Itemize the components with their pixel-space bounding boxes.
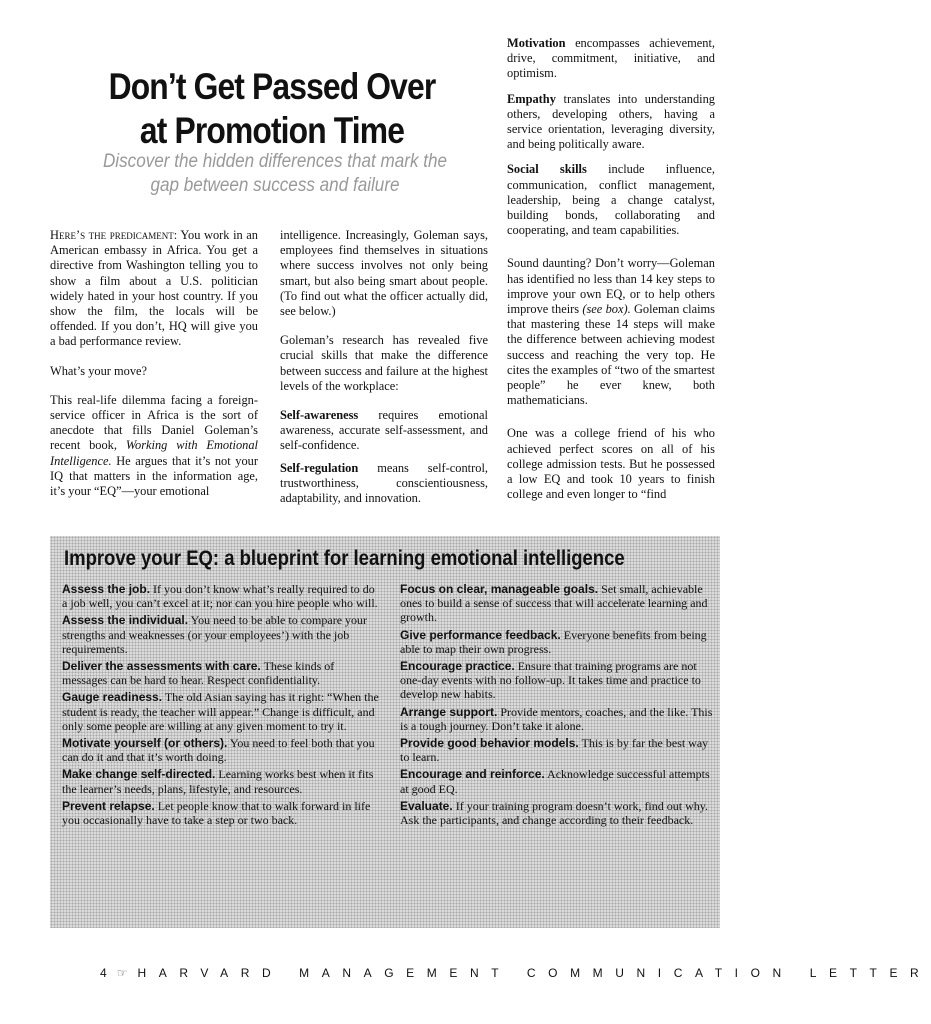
page-footer — [100, 966, 931, 980]
tip-item — [62, 736, 380, 764]
tip-heading: Gauge readiness. — [62, 690, 163, 705]
tip-body: Let people know that to walk forward in life you occasionally have to take a step or two back. — [62, 798, 371, 828]
tip-item — [400, 659, 718, 702]
box-reference: (see box). — [582, 302, 631, 317]
tip-item — [62, 767, 380, 795]
tip-body: You need to feel both that you can do it and that it’s worth doing. — [62, 736, 375, 765]
paragraph: Goleman’s research has revealed five crucial skills that make the difference between success and failure at the highest levels of the workplace: — [280, 333, 488, 393]
tip-heading: Prevent relapse. — [62, 798, 155, 813]
tip-item — [400, 767, 718, 795]
article-column-2 — [280, 228, 488, 513]
book-title: Working with Emotional Intelligence. — [50, 438, 258, 468]
tip-heading: Arrange support. — [400, 704, 498, 719]
tip-body: If your training program doesn’t work, find out why. Ask the participants, and change according to their feedback. — [400, 798, 708, 828]
skill-description: means self-control, trustworthiness, conscientiousness, adaptability, and innovation. — [280, 460, 488, 506]
tip-body: The old Asian saying has it right: “When the student is ready, the teacher will appear.” Change is difficult, and only some people are willing at any given moment to try it. — [62, 690, 379, 733]
tip-body: These kinds of messages can be hard to hear. Respect confidentiality. — [62, 659, 335, 688]
paragraph-text: He argues that it’s not your IQ that matters in the information age, it’s your “EQ”—your emotional — [50, 453, 258, 499]
paragraph: One was a college friend of his who achieved perfect scores on all of his college admission tests. But he possessed a low EQ and took 10 years to finish college and even longer to “find — [507, 426, 715, 502]
eq-blueprint-sidebar — [50, 536, 720, 928]
tip-item — [400, 705, 718, 733]
skill-description: translates into understanding others, developing others, having a service orientation, leveraging diversity, and being politically aware. — [507, 91, 715, 152]
tip-item — [62, 613, 380, 656]
tip-body: Provide mentors, coaches, and the like. This is a tough journey. Don’t take it alone. — [400, 704, 713, 733]
tip-body: Learning works best when it fits the learner’s needs, plans, lifestyle, and resources. — [62, 767, 374, 796]
skill-description: requires emotional awareness, accurate self-assessment, and self-confidence. — [280, 408, 488, 453]
tip-heading: Assess the job. — [62, 582, 151, 596]
sidebar-column-left — [62, 582, 380, 830]
tip-heading: Provide good behavior models. — [400, 736, 579, 751]
skill-name: Social skills — [507, 162, 587, 177]
paragraph — [50, 393, 258, 499]
tip-item — [62, 659, 380, 687]
sidebar-title: Improve your EQ: a blueprint for learning emotional intelligence — [64, 547, 625, 570]
lead-in: Here’s the predicament: — [50, 228, 178, 242]
skill-paragraph — [280, 408, 488, 454]
tip-heading: Encourage and reinforce. — [400, 767, 545, 782]
tip-item — [400, 799, 718, 827]
tip-body: Everyone benefits from being able to map their own progress. — [400, 627, 707, 656]
paragraph-text: This real-life dilemma facing a foreign-service officer in Africa is the sort of anecdote that fills Daniel Goleman’s recent book, — [50, 392, 258, 453]
page-number: 4 — [100, 966, 107, 980]
skill-description: include influence, communication, conflict management, leadership, being a change catalyst, building bonds, collaborating and cooperating, and team capabilities. — [507, 162, 715, 238]
paragraph: intelligence. Increasingly, Goleman says, employees find themselves in situations where success involves not only being smart, but also being smart about people. (To find out what the officer actually did, see below.) — [280, 228, 488, 319]
paragraph-text: Sound daunting? Don’t worry—Goleman has identified no less than 14 key steps to improve your own EQ, or to help others improve theirs — [507, 256, 715, 317]
tip-body: Ensure that training programs are not one-day events with no follow-up. It takes time and practice to develop new habits. — [400, 659, 701, 702]
skill-name: Self-awareness — [280, 408, 359, 423]
paragraph — [507, 256, 715, 408]
tip-body: If you don’t know what’s really required to do a job well, you can’t excel at it; nor can you hire people who will. — [62, 582, 378, 611]
paragraph-text: Goleman claims that mastering these 14 steps will make the difference between achieving modest success and reaching the very top. He cites the examples of “two of the smartest people” he ever knew, both mathematicians. — [507, 302, 715, 408]
tip-body: Acknowledge successful attempts at good EQ. — [400, 767, 710, 796]
article-subtitle: Discover the hidden differences that mark the gap between success and failure — [102, 151, 448, 196]
tip-heading: Assess the individual. — [62, 613, 189, 628]
tip-heading: Encourage practice. — [400, 659, 515, 674]
skill-paragraph — [507, 36, 715, 82]
sidebar-column-right — [400, 582, 718, 830]
tip-body: This is by far the best way to learn. — [400, 736, 709, 765]
tip-item — [62, 799, 380, 827]
article-column-1 — [50, 228, 258, 513]
tip-heading: Give performance feedback. — [400, 627, 561, 642]
skill-paragraph — [280, 461, 488, 507]
paragraph — [50, 228, 258, 350]
tip-body: Set small, achievable ones to build a sense of success that will accelerate learning and growth. — [400, 582, 708, 625]
skill-description: encompasses achievement, drive, commitment, initiative, and optimism. — [507, 36, 715, 81]
tip-body: You need to be able to compare your strengths and weaknesses (or your employees’) with the job requirements. — [62, 613, 368, 656]
publication-name: HARVARD MANAGEMENT COMMUNICATION LETTER — [137, 966, 931, 980]
article-title: Don’t Get Passed Over at Promotion Time — [108, 65, 436, 151]
skill-paragraph — [507, 92, 715, 153]
tip-item — [62, 690, 380, 733]
pointing-hand-icon: ☞ — [116, 966, 128, 980]
skill-paragraph — [507, 162, 715, 238]
paragraph-text: You work in an American embassy in Africa. You get a directive from Washington telling you to show a film about a U.S. politician widely hated in your host country. If you show the film, the locals will be offended. If you don’t, HQ will give you a bad performance review. — [50, 228, 259, 349]
article-column-3 — [507, 36, 715, 512]
tip-heading: Make change self-directed. — [62, 767, 216, 782]
skill-name: Self-regulation — [280, 460, 359, 475]
tip-heading: Focus on clear, manageable goals. — [400, 582, 599, 596]
tip-item — [400, 582, 718, 625]
paragraph: What’s your move? — [50, 363, 148, 378]
tip-item — [400, 736, 718, 764]
skill-name: Motivation — [507, 36, 566, 50]
tip-heading: Motivate yourself (or others). — [62, 736, 228, 751]
tip-item — [400, 628, 718, 656]
tip-heading: Evaluate. — [400, 798, 453, 813]
tip-heading: Deliver the assessments with care. — [62, 659, 261, 674]
tip-item — [62, 582, 380, 610]
skill-name: Empathy — [507, 91, 556, 106]
